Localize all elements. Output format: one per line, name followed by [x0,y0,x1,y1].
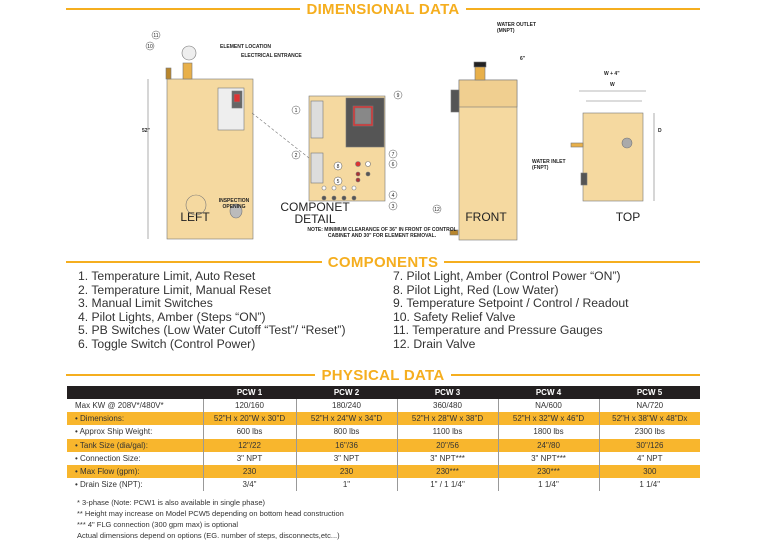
svg-text:2: 2 [294,153,298,159]
table-cell: 800 lbs [296,425,397,438]
table-cell: 1800 lbs [498,425,599,438]
table-cell: 20"/56 [397,439,498,452]
svg-text:11: 11 [153,33,159,39]
footnotes [77,497,344,541]
component-detail-view [252,96,385,201]
table-row [67,465,700,478]
width-plus-label: W + 4" [604,71,620,77]
table-cell: 1" [296,478,397,491]
svg-text:4: 4 [391,193,395,199]
dimensional-diagram [100,18,660,248]
svg-text:8: 8 [336,164,340,170]
footnote: * 3-phase (Note: PCW1 is also available in single phase) [77,498,266,507]
table-header-row [67,386,700,399]
table-cell: 3" NPT [203,452,296,465]
row-label: • Max Flow (gpm): [67,465,203,478]
table-cell: 120/160 [203,399,296,412]
table-cell: 230 [296,465,397,478]
table-cell: 230 [203,465,296,478]
table-cell: 600 lbs [203,425,296,438]
column-header: PCW 5 [599,386,700,399]
element-location-label: ELEMENT LOCATION [220,44,272,50]
column-header: PCW 3 [397,386,498,399]
table-cell: 30"/126 [599,439,700,452]
components-list-left [78,270,346,352]
row-label: Max KW @ 208V*/480V* [75,401,164,411]
table-cell: 1" / 1 1/4" [397,478,498,491]
component-item: 1. Temperature Limit, Auto Reset [78,269,256,283]
component-item: 10. Safety Relief Valve [393,309,516,324]
component-item: 3. Manual Limit Switches [78,296,213,311]
svg-text:3: 3 [391,204,395,210]
components-header: COMPONENTS [66,254,700,270]
height-label: 52" [142,128,150,134]
table-cell: 16"/36 [296,439,397,452]
table-row [67,478,700,491]
table-cell: NA/600 [498,399,599,412]
physical-data-header: PHYSICAL DATA [66,367,700,383]
width-label: W [610,82,615,88]
svg-text:1: 1 [294,108,298,114]
component-item: 2. Temperature Limit, Manual Reset [78,282,271,297]
table-row [67,452,700,465]
view-label-component-detail: COMPONET DETAIL [280,200,350,226]
component-item: 4. Pilot Lights, Amber (Steps “ON”) [78,309,266,324]
row-label: • Connection Size: [75,453,141,463]
table-cell: 300 [599,465,700,478]
column-header: PCW 4 [498,386,599,399]
svg-text:5: 5 [336,179,340,185]
table-row [67,439,700,452]
water-outlet-label: WATER OUTLET (MNPT) [497,22,537,34]
inspection-opening-label: INSPECTION OPENING [218,198,250,210]
row-label: • Drain Size (NPT): [75,480,143,490]
footnote: ** Height may increase on Model PCW5 depending on bottom head construction [77,509,344,518]
table-cell: 180/240 [296,399,397,412]
footnote: Actual dimensions depend on options (EG. number of steps, disconnects,etc...) [77,531,340,540]
depth-label: D [658,128,662,134]
table-cell: 52"H x 20"W x 30"D [203,412,296,425]
svg-text:12: 12 [434,207,440,213]
component-item: 5. PB Switches (Low Water Cutoff “Test”/ “Reset”) [78,323,346,338]
table-cell: 52"H x 32"W x 46"D [498,412,599,425]
component-item: 8. Pilot Light, Red (Low Water) [393,282,559,297]
component-item: 11. Temperature and Pressure Gauges [393,323,603,338]
svg-text:7: 7 [391,152,395,158]
column-header [67,386,203,399]
footnote: *** 4" FLG connection (300 gpm max) is optional [77,520,239,529]
table-cell: 4" NPT [599,452,700,465]
svg-text:10: 10 [147,44,153,50]
table-cell: 230*** [397,465,498,478]
table-cell: 1 1/4" [498,478,599,491]
table-cell: 12"/22 [203,439,296,452]
table-cell: 1100 lbs [397,425,498,438]
table-row [67,412,700,425]
table-cell: 52"H x 28"W x 38"D [397,412,498,425]
component-item: 12. Drain Valve [393,336,476,351]
table-cell: NA/720 [599,399,700,412]
component-item: 7. Pilot Light, Amber (Control Power “ON”) [393,269,621,283]
table-cell: 3/4" [203,478,296,491]
table-row [67,399,700,412]
six-inch-label: 6" [520,56,526,62]
table-row [67,425,700,438]
clearance-note: NOTE: MINIMUM CLEARANCE OF 36" IN FRONT OF CONTROL CABINET AND 30" FOR ELEMENT REMOVAL. [307,227,457,239]
component-item: 6. Toggle Switch (Control Power) [78,336,256,351]
table-cell: 230*** [498,465,599,478]
view-label-left: LEFT [180,210,210,224]
components-list-right [393,270,629,352]
row-label: • Dimensions: [67,412,203,425]
physical-data-table [67,386,700,491]
dimensional-data-header: DIMENSIONAL DATA [66,1,700,17]
table-cell: 52"H x 24"W x 34"D [296,412,397,425]
table-cell: 3" NPT [296,452,397,465]
svg-text:6: 6 [391,162,395,168]
top-view [571,91,654,201]
svg-text:9: 9 [396,93,400,99]
column-header: PCW 2 [296,386,397,399]
component-item: 9. Temperature Setpoint / Control / Readout [393,296,629,311]
table-cell: 2300 lbs [599,425,700,438]
column-header: PCW 1 [203,386,296,399]
table-cell: 1 1/4" [599,478,700,491]
row-label: • Tank Size (dia/gal): [67,439,203,452]
table-cell: 24"/80 [498,439,599,452]
view-label-top: TOP [615,210,641,224]
table-cell: 52"H x 38"W x 48"Dx [599,412,700,425]
view-label-front: FRONT [465,210,507,224]
electrical-entrance-label: ELECTRICAL ENTRANCE [241,53,302,59]
row-label: • Approx Ship Weight: [75,427,153,437]
table-cell: 360/480 [397,399,498,412]
table-cell: 3" NPT*** [397,452,498,465]
water-inlet-label: WATER INLET (FNPT) [532,159,566,171]
table-cell: 3" NPT*** [498,452,599,465]
